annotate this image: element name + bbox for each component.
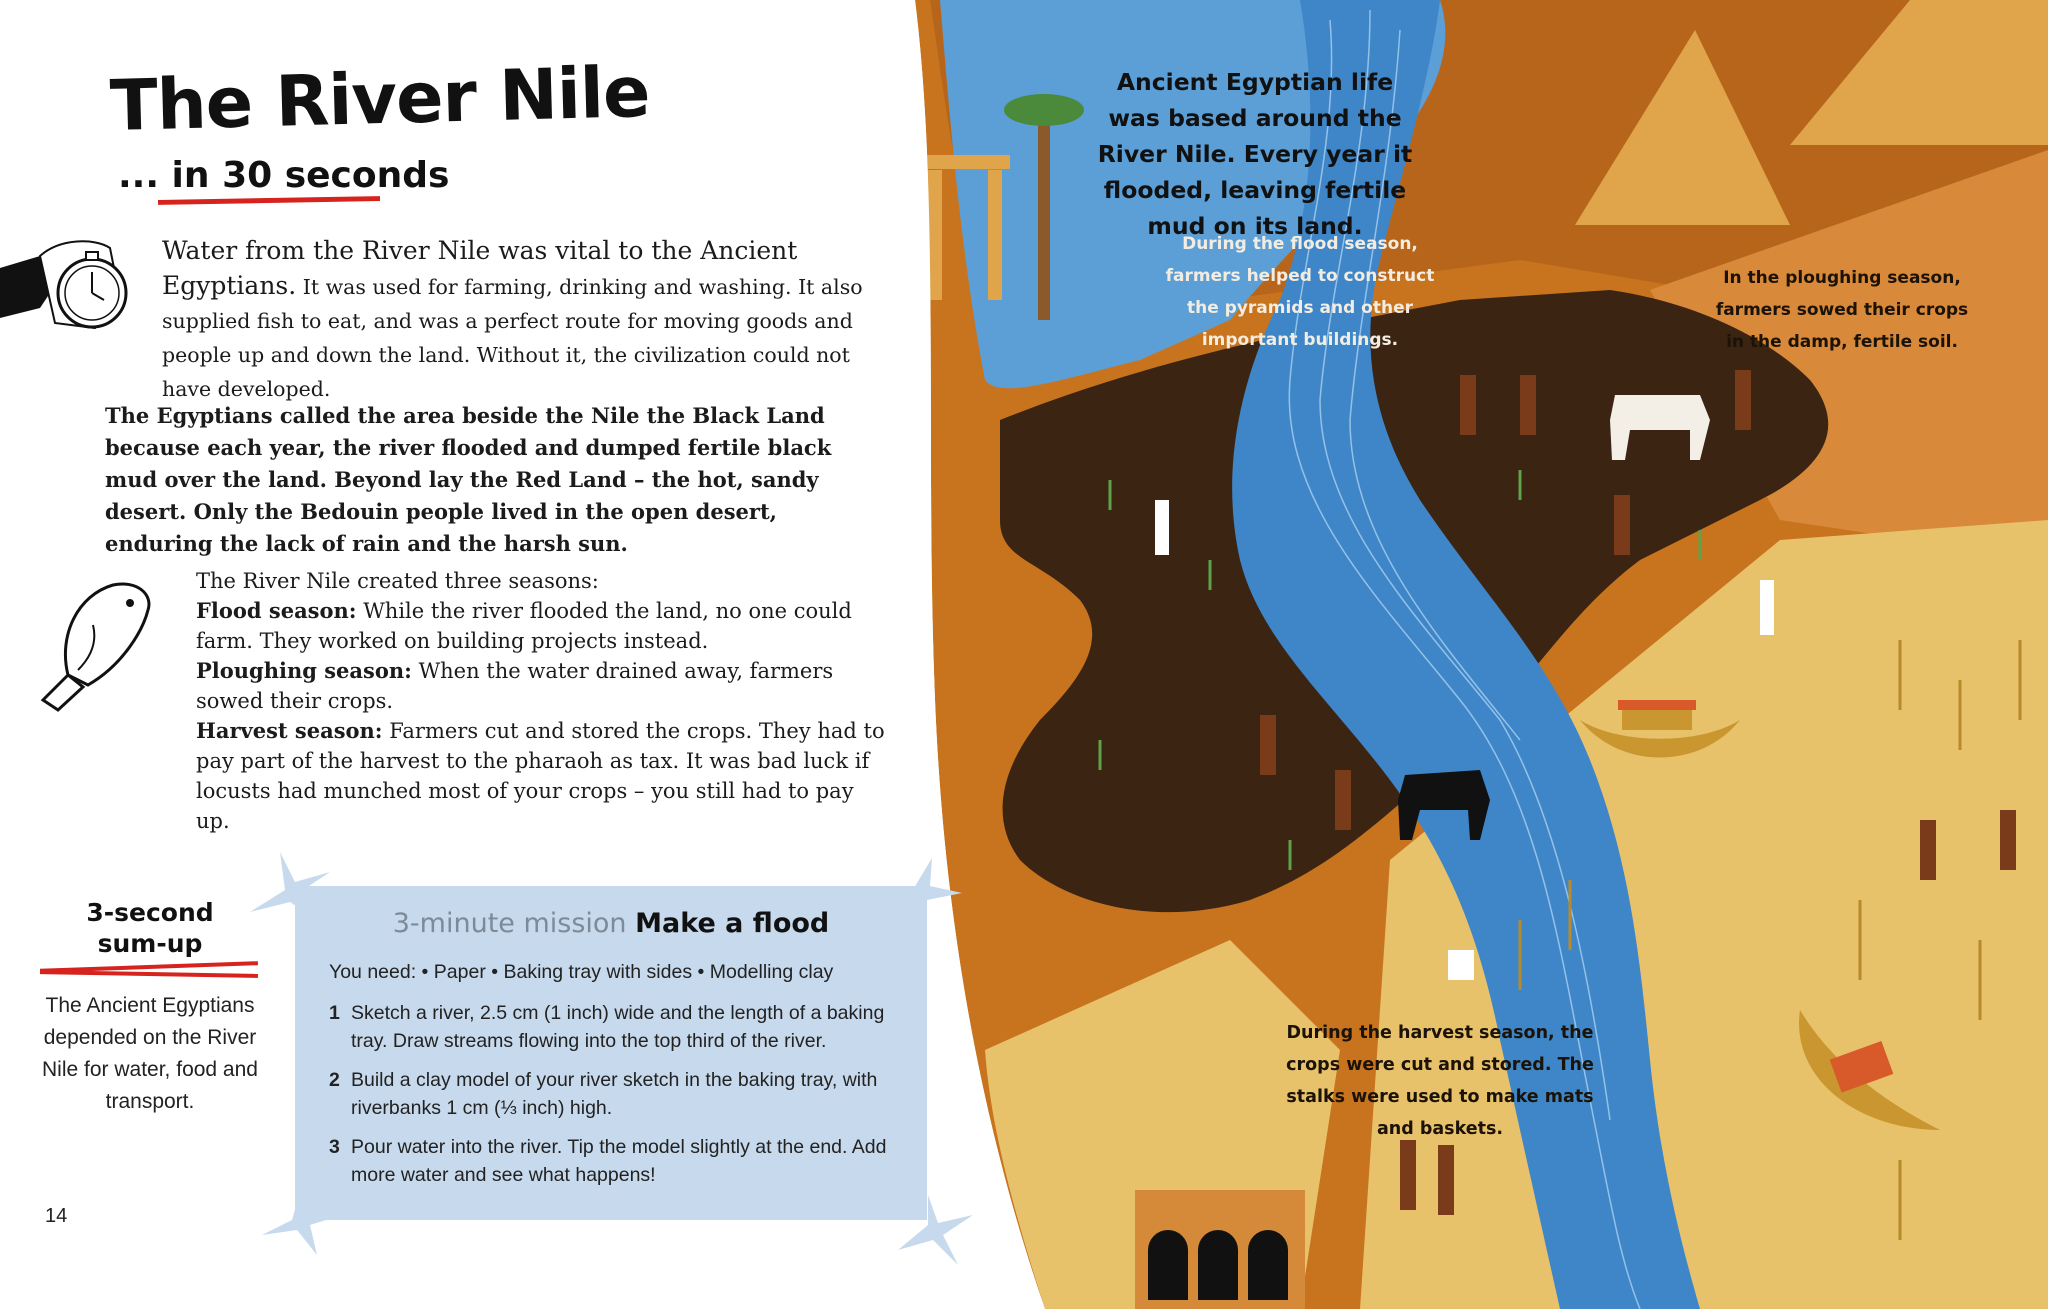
- caption-main: Ancient Egyptian life was based around the River Nile. Every year it flooded, leaving fertile mud on its land.: [1097, 68, 1413, 240]
- mission-step: 3 Pour water into the river. Tip the model slightly at the end. Add more water and see what happens!: [329, 1136, 887, 1186]
- fish-icon: [38, 575, 158, 715]
- farmer-figure: [1460, 375, 1476, 435]
- farmer-figure: [1735, 370, 1751, 430]
- farmer-figure: [1520, 375, 1536, 435]
- seasons-intro: The River Nile created three seasons:: [196, 569, 599, 593]
- stopwatch-hand-icon: [0, 228, 150, 348]
- mission-step: 1 Sketch a river, 2.5 cm (1 inch) wide and the length of a baking tray. Draw streams flowing into the top third of the river.: [329, 1002, 885, 1052]
- caption-harvest: During the harvest season, the crops were cut and stored. The stalks were used to make mats and baskets.: [1286, 1023, 1594, 1139]
- farmer-figure: [1155, 500, 1169, 555]
- farmer-figure: [1920, 820, 1936, 880]
- mission-box: [295, 886, 927, 1220]
- intro-paragraph: [162, 234, 882, 406]
- mission-name: Make a flood: [635, 908, 830, 939]
- farmer-figure: [1438, 1145, 1454, 1215]
- farmer-figure: [1335, 770, 1351, 830]
- page-title: The River Nile: [109, 50, 651, 148]
- black-land-paragraph: The Egyptians called the area beside the Nile the Black Land because each year, the river flooded and dumped fertile black mud over the land. Beyond lay the Red Land – the hot, sandy desert. Only the Bedouin people lived in the open desert, enduring the lack of rain and the harsh sun.: [105, 403, 832, 556]
- season-item: Harvest season: Farmers cut and stored the crops. They had to pay part of the harvest to the pharaoh as tax. It was bad luck if locusts had munched most of your crops – you still had to pay up.: [196, 718, 885, 833]
- season-item: Flood season: While the river flooded the land, no one could farm. They worked on building projects instead.: [196, 598, 852, 653]
- mission-label: 3-minute mission: [392, 908, 627, 939]
- caption-flood: During the flood season, farmers helped to construct the pyramids and other important buildings.: [1165, 234, 1435, 350]
- mission-step: 2 Build a clay model of your river sketch in the baking tray, with riverbanks 1 cm (⅓ inch) high.: [329, 1069, 878, 1119]
- sumup-text: The Ancient Egyptians depended on the River Nile for water, food and transport.: [42, 994, 258, 1113]
- mission-title: [295, 908, 927, 939]
- seasons-list: [196, 566, 886, 836]
- mission-steps: [329, 999, 909, 1200]
- farmer-figure: [1260, 715, 1276, 775]
- farmer-figure: [1760, 580, 1774, 635]
- sumup-title: 3-second sum-up: [86, 898, 214, 958]
- farmer-figure: [1400, 1140, 1416, 1210]
- farmer-figure: [2000, 810, 2016, 870]
- intro-rest: It was used for farming, drinking and washing. It also supplied fish to eat, and was a perfect route for moving goods and people up and down the land. Without it, the civilization could not have developed.: [162, 275, 863, 401]
- farmer-figure: [1448, 950, 1474, 980]
- caption-plough: In the ploughing season, farmers sowed their crops in the damp, fertile soil.: [1715, 268, 1969, 352]
- farmer-figure: [1614, 495, 1630, 555]
- intro-lead: Water from the River Nile was vital to the Ancient Egyptians.: [162, 236, 798, 300]
- page-number: 14: [45, 1205, 68, 1227]
- page-subtitle: ... in 30 seconds: [118, 155, 450, 196]
- season-item: Ploughing season: When the water drained away, farmers sowed their crops.: [196, 658, 834, 713]
- granary-icon: [1135, 1190, 1305, 1309]
- mission-needs: You need: • Paper • Baking tray with sides • Modelling clay: [329, 961, 834, 983]
